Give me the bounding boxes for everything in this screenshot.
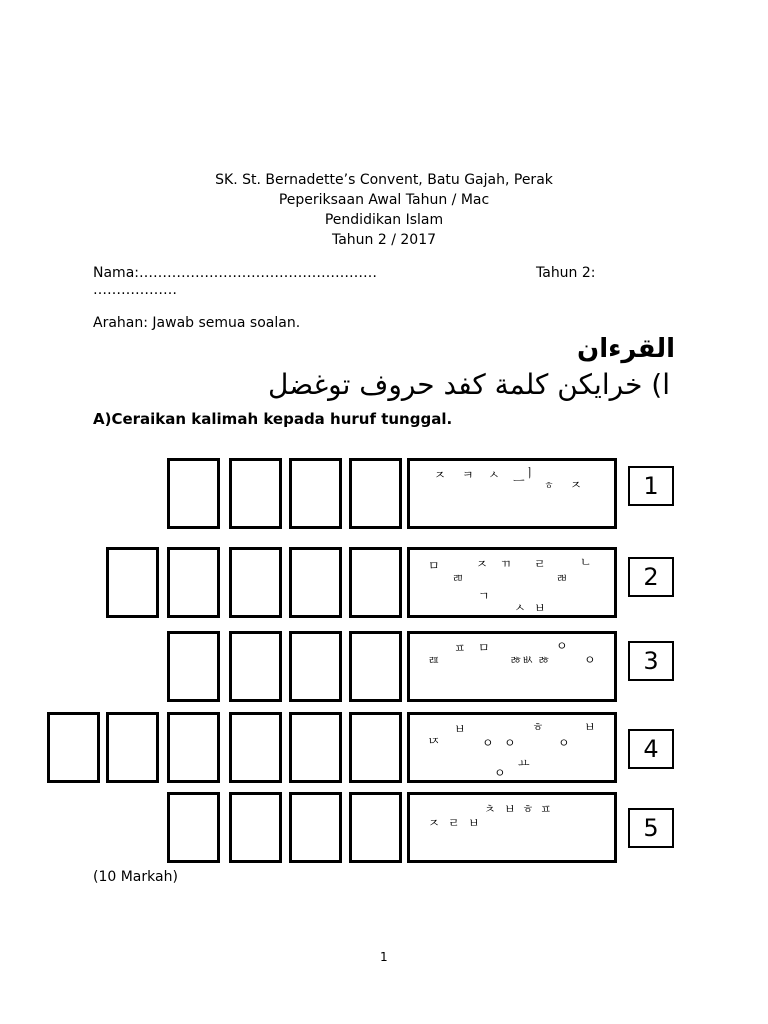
- class-field-label: Tahun 2:: [536, 265, 596, 281]
- letter-glyph: ㅡ: [513, 474, 525, 488]
- letter-glyph: ㅊ: [484, 802, 496, 816]
- letter-glyph: ㄹ: [534, 557, 546, 571]
- letter-glyph: ㅇ: [494, 766, 506, 780]
- letter-glyph: ㅎ: [522, 802, 534, 816]
- exam-title: Peperiksaan Awal Tahun / Mac: [278, 192, 490, 208]
- letter-glyph: ㄴ: [580, 555, 592, 569]
- word-box: [407, 631, 617, 702]
- letter-glyph: ㅍ: [454, 641, 466, 655]
- word-box: [407, 547, 617, 618]
- question-text: A)Ceraikan kalimah kepada huruf tunggal.: [93, 410, 453, 428]
- answer-box[interactable]: [349, 792, 402, 863]
- answer-box[interactable]: [106, 712, 159, 783]
- instruction-text: Arahan: Jawab semua soalan.: [93, 315, 301, 331]
- answer-box[interactable]: [229, 631, 282, 702]
- question-number: 5: [628, 808, 674, 848]
- answer-box[interactable]: [349, 547, 402, 618]
- letter-glyph: ㄱ: [478, 589, 490, 603]
- answer-box[interactable]: [47, 712, 100, 783]
- class-field-dots: ………………: [93, 282, 177, 298]
- answer-box[interactable]: [349, 458, 402, 529]
- letter-glyph: ㅅ: [488, 468, 500, 482]
- answer-box[interactable]: [106, 547, 159, 618]
- letter-glyph: ㄵ: [428, 734, 440, 748]
- letter-glyph: ㅂ: [468, 816, 480, 830]
- letter-glyph: ㅈ: [570, 478, 582, 492]
- arabic-instruction: ا) خرايكن كلمة كفد حروف توغضل: [268, 368, 670, 401]
- word-box: [407, 458, 617, 529]
- word-box: [407, 712, 617, 783]
- question-number: 3: [628, 641, 674, 681]
- year-title: Tahun 2 / 2017: [331, 232, 437, 248]
- page-number: 1: [380, 950, 388, 964]
- letter-glyph: ㅍ: [540, 802, 552, 816]
- answer-box[interactable]: [167, 458, 220, 529]
- answer-box[interactable]: [289, 792, 342, 863]
- letter-glyph: ㅂ: [504, 802, 516, 816]
- marks-text: (10 Markah): [93, 869, 178, 885]
- letter-glyph: ㅈ: [434, 468, 446, 482]
- arabic-section-title: القرءان: [577, 334, 675, 364]
- letter-glyph: ㅎ: [532, 720, 544, 734]
- answer-box[interactable]: [167, 547, 220, 618]
- letter-glyph: ㅇ: [482, 736, 494, 750]
- answer-box[interactable]: [229, 547, 282, 618]
- answer-box[interactable]: [289, 712, 342, 783]
- letter-glyph: ㅀ: [510, 653, 522, 667]
- answer-box[interactable]: [167, 631, 220, 702]
- answer-box[interactable]: [167, 792, 220, 863]
- letter-glyph: ㅂ: [534, 601, 546, 615]
- letter-glyph: ㄿ: [428, 653, 440, 667]
- answer-box[interactable]: [229, 792, 282, 863]
- letter-glyph: ㅁ: [478, 641, 490, 655]
- letter-glyph: ㅂ: [584, 720, 596, 734]
- letter-glyph: ㅅ: [514, 601, 526, 615]
- letter-glyph: ㅇ: [558, 736, 570, 750]
- letter-glyph: ㄲ: [500, 557, 512, 571]
- letter-glyph: ㅋ: [462, 468, 474, 482]
- answer-box[interactable]: [349, 712, 402, 783]
- school-name: SK. St. Bernadette’s Convent, Batu Gajah, Perak: [215, 172, 553, 188]
- answer-box[interactable]: [289, 547, 342, 618]
- answer-box[interactable]: [289, 631, 342, 702]
- letter-glyph: ㅀ: [538, 653, 550, 667]
- letter-glyph: ㅎ: [544, 481, 554, 492]
- letter-glyph: ㅛ: [518, 756, 530, 770]
- letter-glyph: ㅣ: [524, 466, 536, 480]
- answer-box[interactable]: [349, 631, 402, 702]
- letter-glyph: ㅈ: [428, 816, 440, 830]
- letter-glyph: ㅈ: [476, 557, 488, 571]
- answer-box[interactable]: [167, 712, 220, 783]
- question-number: 1: [628, 466, 674, 506]
- name-field-label: Nama:……………………………………………: [93, 265, 377, 281]
- letter-glyph: ㄻ: [452, 571, 464, 585]
- letter-glyph: ㅂ: [454, 722, 466, 736]
- letter-glyph: ㅇ: [584, 653, 596, 667]
- question-number: 4: [628, 729, 674, 769]
- question-number: 2: [628, 557, 674, 597]
- word-box: [407, 792, 617, 863]
- answer-box[interactable]: [289, 458, 342, 529]
- answer-box[interactable]: [229, 458, 282, 529]
- letter-glyph: ㅇ: [504, 736, 516, 750]
- letter-glyph: ㅁ: [428, 559, 440, 573]
- letter-glyph: ㅄ: [522, 653, 534, 667]
- answer-box[interactable]: [229, 712, 282, 783]
- subject-title: Pendidikan Islam: [324, 212, 444, 228]
- letter-glyph: ㅇ: [556, 639, 568, 653]
- letter-glyph: ㄼ: [556, 571, 568, 585]
- letter-glyph: ㄹ: [448, 816, 460, 830]
